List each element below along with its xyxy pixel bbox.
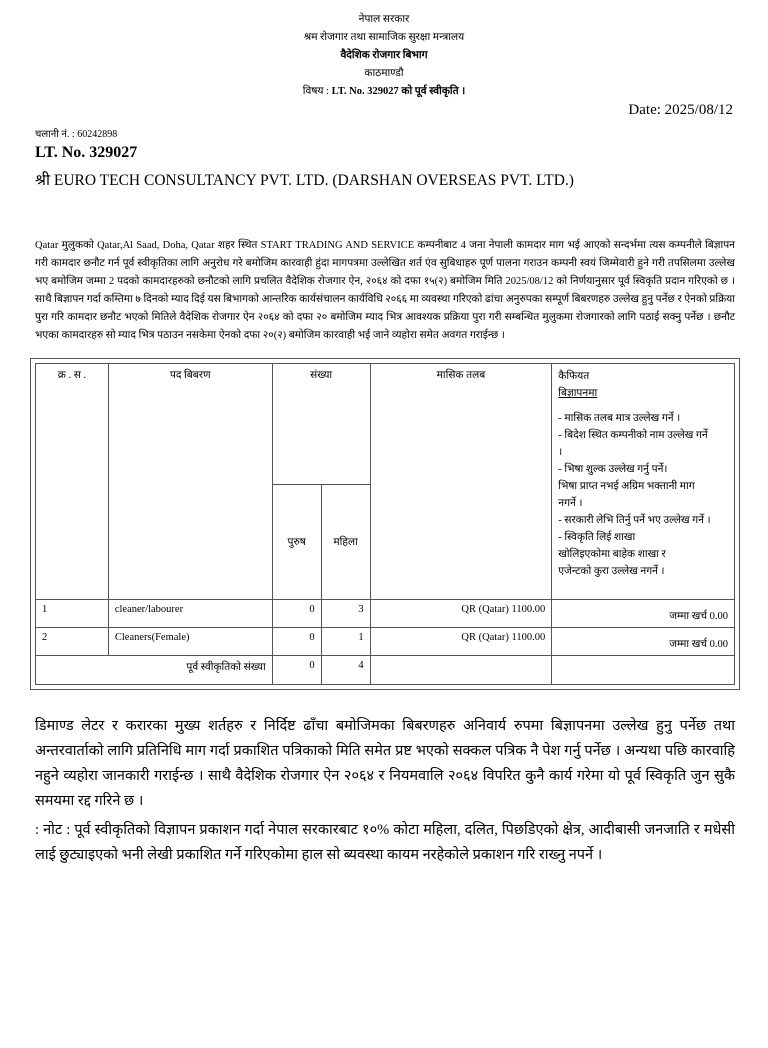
remarks-line: भिषा प्राप्त नभई अग्रिम भक्तानी माग [558,481,695,492]
recipient-company: श्री EURO TECH CONSULTANCY PVT. LTD. (DARSHAN OVERSEAS PVT. LTD.) [35,172,574,189]
remarks-line: नगर्ने । [558,498,583,509]
row-remark: जम्मा खर्च 0.00 [552,600,735,628]
table-row [36,600,735,628]
row-sn: 2 [36,628,109,656]
letter-date: Date: 2025/08/12 [628,102,733,118]
header-count: संख्या [272,364,370,485]
row-male: 0 [272,628,321,656]
header-post: पद बिबरण [108,364,272,600]
header-sn: क्र . स . [36,364,109,600]
remarks-line: - भिषा शुल्क उल्लेख गर्नु पर्ने। [558,464,668,475]
header-female: महिला [321,485,370,600]
row-female: 3 [321,600,370,628]
header-male: पुरुष [272,485,321,600]
row-post: Cleaners(Female) [108,628,272,656]
header-ministry: श्रम रोजगार तथा सामाजिक सुरक्षा मन्त्रालय [303,32,465,43]
remarks-line: । [558,447,563,458]
remarks-title: कैफियत [558,371,590,382]
table-row [36,628,735,656]
header-government: नेपाल सरकार [358,14,410,25]
header-salary: मासिक तलब [370,364,552,600]
header-remarks [552,364,735,600]
remarks-subtitle: बिज्ञापनमा [558,388,598,399]
total-salary-empty [370,656,552,685]
row-remark: जम्मा खर्च 0.00 [552,628,735,656]
remarks-line: - स्विकृति लिई शाखा [558,532,636,543]
remarks-line: एजेन्टको कुरा उल्लेख नगर्ने । [558,566,665,577]
lt-number: LT. No. 329027 [35,144,138,161]
row-post: cleaner/labourer [108,600,272,628]
table-total-row [36,656,735,685]
row-male: 0 [272,600,321,628]
total-remark-empty [552,656,735,685]
row-female: 1 [321,628,370,656]
total-male: 0 [272,656,321,685]
subject-prefix: विषय : [302,86,330,97]
row-salary: QR (Qatar) 1100.00 [370,600,552,628]
subject-text: LT. No. 329027 को पूर्व स्वीकृति । [331,86,466,97]
remarks-line: - मासिक तलब मात्र उल्लेख गर्ने । [558,413,681,424]
total-label: पूर्व स्वीकृतिको संख्या [36,656,273,685]
row-sn: 1 [36,600,109,628]
header-department: वैदेशिक रोजगार बिभाग [340,50,428,61]
note-paragraph: : नोट : पूर्व स्वीकृतिको विज्ञापन प्रकाशन गर्दा नेपाल सरकारबाट १०% कोटा महिला, दलित, पिछडिएको क्षेत्र, आदीबासी जनजाति र मधेसी लाई छुट्याइएको भनी लेखी प्रकाशित गर्ने गरिएकोमा हाल सो ब्यवस्था कायम नरहेकोले प्रकाशन गरि राख्नु नपर्ने । [35,822,735,863]
remarks-line: - सरकारी लेभि तिर्नु पर्ने भए उल्लेख गर्ने । [558,515,711,526]
header-subject [0,85,768,99]
dispatch-number: चलानी नं. : 60242898 [35,129,118,140]
total-female: 4 [321,656,370,685]
instructions-paragraph: डिमाण्ड लेटर र करारका मुख्य शर्तहरु र निर्दिष्ट ढाँचा बमोजिमका बिबरणहरु अनिवार्य रुपमा बिज्ञापनमा उल्लेख हुनु पर्नेछ तथा अन्तरवार्ताको लागि प्रतिनिधि माग गर्दा प्रकाशित पत्रिकाको मिति समेत प्रष्ट भएको सक्कल पत्रिक नै पेश गर्नु पर्नेछ । अन्यथा पछि कारवाहि नहुने व्यहोरा जानकारी गराईन्छ । साथै वैदेशिक रोजगार ऐन २०६४ र नियमवालि २०६४ विपरित कुनै कार्य गरेमा यो पूर्व स्विकृति जुन सुकै समयमा रद्द गरिने छ । [35,718,735,809]
remarks-line: - बिदेश स्थित कम्पनीको नाम उल्लेख गर्ने [558,430,708,441]
approval-table [35,363,735,685]
remarks-line: खोलिइएकोमा बाहेक शाखा र [558,549,666,560]
header-city: काठमाण्डौ [364,68,404,79]
row-salary: QR (Qatar) 1100.00 [370,628,552,656]
approval-paragraph: Qatar मुलुकको Qatar,Al Saad, Doha, Qatar शहर स्थित START TRADING AND SERVICE कम्पनीबाट 4 जना नेपाली कामदार माग भई आएको सन्दर्भमा त्यस कम्पनीले बिज्ञापन गरी कामदार छनौट गर्न पूर्व स्वीकृतिका लागि अनुरोध गरे बमोजिम कारवाही हुंदा मागपत्रमा उल्लेखित शर्त एंव सुबिधाहरु पूर्ण पालना गराउन कम्पनी स्वयं जिम्मेवारी हुने गरी तपसिलमा उल्लेख भए बमोजिम जम्मा 2 पदको कामदारहरुको छनौटको लागि प्रचलित वैदेशिक रोजगार ऐन, २०६४ को दफा १५(२) बमोजिम मिति 2025/08/12 को निर्णयानुसार पूर्व स्विकृति प्रदान गरिएको छ । साथै बिज्ञापन गर्दा कम्तिमा ७ दिनको म्याद दिई यस बिभागको आन्तरिक कार्यसंचालन कार्यविधि २०६६ मा व्यवस्था गरिएको ढांचा अनुरुपका सम्पूर्ण बिबरणहरु उल्लेख हुनु पर्नेछ र ऐनको प्रक्रिया पुरा गरि कामदार छनौट भएको मितिले वैदेशिक रोजगार ऐन २०६४ को दफा २० बमोजिम म्याद भित्र आवश्यक प्रक्रिया पुरा गरी सम्बन्धित मुलुकमा रोजगारको लागि पठाई सक्नु पर्नेछ । छनौट भएका कामदारहरु सो म्याद भित्र पठाउन नसकेमा ऐनको दफा २०(२) बमोजिम कारवाही भई जाने व्यहोरा समेत अवगत गराईन्छ । [35,240,735,341]
